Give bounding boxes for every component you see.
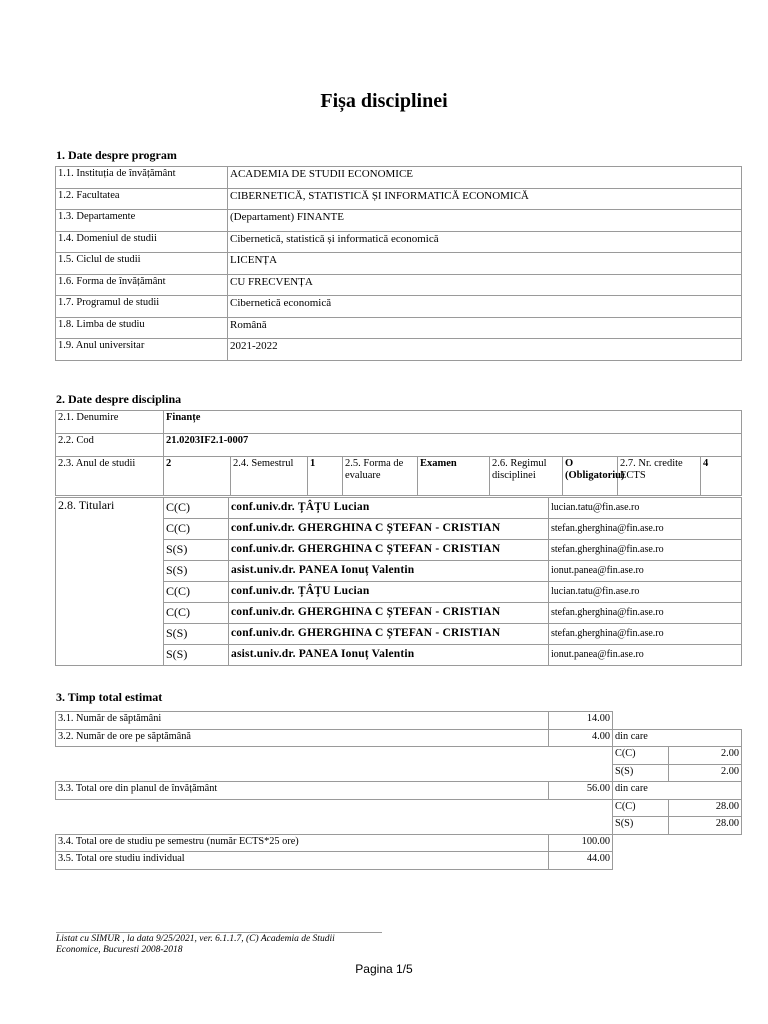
program-row-value: Cibernetică, statistică și informatică economică [228, 231, 742, 253]
program-row-label: 1.8. Limba de studiu [56, 317, 228, 339]
evaluare-value: Examen [418, 457, 490, 496]
titular-name: conf.univ.dr. ȚÂȚU Lucian [229, 582, 549, 603]
hours-week-dincare: din care [613, 729, 742, 747]
document-title: Fișa disciplinei [320, 90, 448, 112]
footer-line-2: Economice, Bucuresti 2008-2018 [56, 945, 183, 956]
regim-value: O (Obligatoriu) [563, 457, 618, 496]
titular-type: S(S) [164, 624, 229, 645]
titular-email: stefan.gherghina@fin.ase.ro [549, 624, 742, 645]
section-2-heading: 2. Date despre disciplina [56, 392, 182, 406]
program-row [56, 253, 742, 275]
hours-week-cc-label: C(C) [613, 747, 669, 765]
weeks-value: 14.00 [549, 712, 613, 730]
page-number: Pagina 1/5 [355, 962, 413, 976]
credite-label: 2.7. Nr. credite ECTS [618, 457, 701, 496]
total-plan-label: 3.3. Total ore din planul de învățământ [56, 782, 549, 800]
hours-week-ss-label: S(S) [613, 764, 669, 782]
weeks-label: 3.1. Număr de săptămâni [56, 712, 549, 730]
program-row [56, 231, 742, 253]
cod-label: 2.2. Cod [56, 434, 164, 457]
individual-study-label: 3.5. Total ore studiu individual [56, 852, 549, 870]
discipline-table [55, 410, 742, 496]
total-semester-label: 3.4. Total ore de studiu pe semestru (număr ECTS*25 ore) [56, 834, 549, 852]
time-table [55, 711, 742, 870]
denumire-value: Finanțe [164, 411, 742, 434]
total-plan-cc-label: C(C) [613, 799, 669, 817]
program-row-label: 1.5. Ciclul de studii [56, 253, 228, 275]
titular-email: lucian.tatu@fin.ase.ro [549, 498, 742, 519]
titular-name: conf.univ.dr. ȚÂȚU Lucian [229, 498, 549, 519]
total-semester-value: 100.00 [549, 834, 613, 852]
program-row-value: Română [228, 317, 742, 339]
semestru-label: 2.4. Semestrul [231, 457, 308, 496]
titular-email: ionut.panea@fin.ase.ro [549, 561, 742, 582]
program-row-value: 2021-2022 [228, 339, 742, 361]
program-row [56, 188, 742, 210]
program-row [56, 210, 742, 232]
program-row [56, 317, 742, 339]
titular-email: stefan.gherghina@fin.ase.ro [549, 603, 742, 624]
evaluare-label: 2.5. Forma de evaluare [343, 457, 418, 496]
titular-email: lucian.tatu@fin.ase.ro [549, 582, 742, 603]
individual-study-value: 44.00 [549, 852, 613, 870]
program-row-value: (Departament) FINANTE [228, 210, 742, 232]
program-row-label: 1.9. Anul universitar [56, 339, 228, 361]
footer-line-1: Listat cu SIMUR , la data 9/25/2021, ver. 6.1.1.7, (C) Academia de Studii [56, 934, 335, 944]
titular-name: conf.univ.dr. GHERGHINA C ȘTEFAN - CRISTIAN [229, 624, 549, 645]
program-row [56, 167, 742, 189]
titular-type: C(C) [164, 498, 229, 519]
footer-note [56, 932, 382, 957]
regim-label: 2.6. Regimul disciplinei [490, 457, 563, 496]
hours-week-value: 4.00 [549, 729, 613, 747]
titular-name: conf.univ.dr. GHERGHINA C ȘTEFAN - CRISTIAN [229, 540, 549, 561]
credite-value: 4 [701, 457, 742, 496]
titular-type: S(S) [164, 645, 229, 666]
total-plan-value: 56.00 [549, 782, 613, 800]
total-plan-ss-label: S(S) [613, 817, 669, 835]
titular-email: ionut.panea@fin.ase.ro [549, 645, 742, 666]
program-row [56, 274, 742, 296]
titular-name: asist.univ.dr. PANEA Ionuț Valentin [229, 645, 549, 666]
program-row-value: CIBERNETICĂ, STATISTICĂ ȘI INFORMATICĂ ECONOMICĂ [228, 188, 742, 210]
denumire-label: 2.1. Denumire [56, 411, 164, 434]
semestru-value: 1 [308, 457, 343, 496]
hours-week-label: 3.2. Număr de ore pe săptămână [56, 729, 549, 747]
titular-type: C(C) [164, 519, 229, 540]
total-plan-ss-value: 28.00 [669, 817, 742, 835]
titular-type: C(C) [164, 582, 229, 603]
titular-name: asist.univ.dr. PANEA Ionuț Valentin [229, 561, 549, 582]
program-row-value: CU FRECVENȚA [228, 274, 742, 296]
program-row-value: LICENȚA [228, 253, 742, 275]
titular-email: stefan.gherghina@fin.ase.ro [549, 540, 742, 561]
hours-week-cc-value: 2.00 [669, 747, 742, 765]
an-studii-label: 2.3. Anul de studii [56, 457, 164, 496]
titular-name: conf.univ.dr. GHERGHINA C ȘTEFAN - CRISTIAN [229, 603, 549, 624]
program-row-value: ACADEMIA DE STUDII ECONOMICE [228, 167, 742, 189]
program-row-label: 1.7. Programul de studii [56, 296, 228, 318]
titular-row [56, 498, 742, 519]
program-row-value: Cibernetică economică [228, 296, 742, 318]
total-plan-cc-value: 28.00 [669, 799, 742, 817]
program-row-label: 1.3. Departamente [56, 210, 228, 232]
program-row [56, 339, 742, 361]
titulari-label: 2.8. Titulari [56, 498, 164, 666]
titulari-table [55, 497, 742, 666]
titular-type: S(S) [164, 540, 229, 561]
program-row-label: 1.1. Instituția de învățământ [56, 167, 228, 189]
titular-type: S(S) [164, 561, 229, 582]
titular-email: stefan.gherghina@fin.ase.ro [549, 519, 742, 540]
program-row-label: 1.4. Domeniul de studii [56, 231, 228, 253]
section-1-heading: 1. Date despre program [56, 148, 177, 162]
program-table [55, 166, 742, 361]
hours-week-ss-value: 2.00 [669, 764, 742, 782]
program-row-label: 1.6. Forma de învățământ [56, 274, 228, 296]
an-studii-value: 2 [164, 457, 231, 496]
program-row-label: 1.2. Facultatea [56, 188, 228, 210]
section-3-heading: 3. Timp total estimat [56, 690, 163, 704]
titular-type: C(C) [164, 603, 229, 624]
titular-name: conf.univ.dr. GHERGHINA C ȘTEFAN - CRISTIAN [229, 519, 549, 540]
program-row [56, 296, 742, 318]
cod-value: 21.0203IF2.1-0007 [164, 434, 742, 457]
total-plan-dincare: din care [613, 782, 742, 800]
